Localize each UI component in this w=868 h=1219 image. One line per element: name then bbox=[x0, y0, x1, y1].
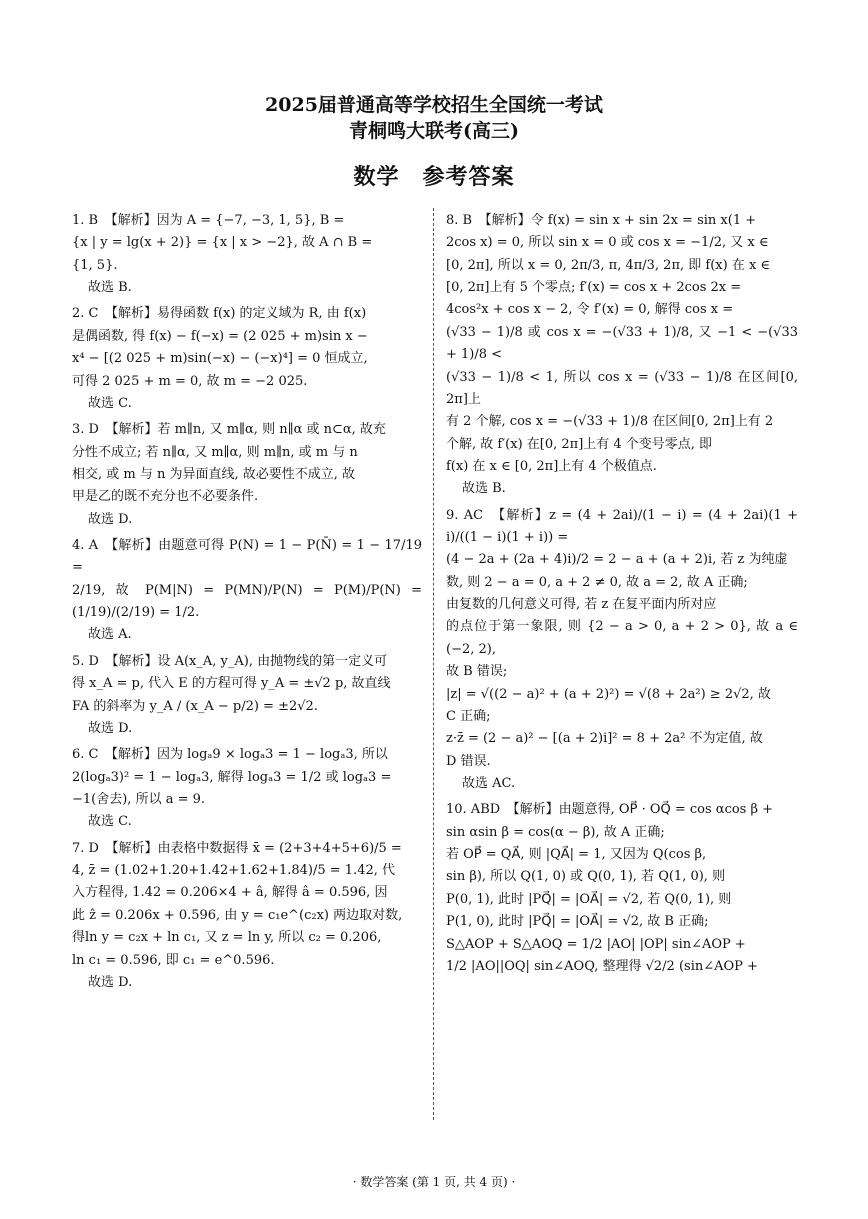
answer-line: 数, 则 2 − a = 0, a + 2 ≠ 0, 故 a = 2, 故 A 正确; bbox=[446, 574, 748, 590]
answer-line: 故 B 错误; bbox=[446, 664, 508, 680]
answer-line: C 正确; bbox=[446, 708, 491, 724]
answer-conclusion: 故选 C. bbox=[88, 814, 132, 830]
answer-line: 的点位于第一象限, 则 {2 − a > 0, a + 2 > 0}, 故 a ∈ (−2, 2), bbox=[446, 619, 803, 657]
answer-item bbox=[72, 651, 422, 740]
answer-line: 得 x_A = p, 代入 E 的方程可得 y_A = ±√2 p, 故直线 bbox=[72, 676, 391, 692]
answer-line: 2/19, 故 P(M|N) = P(MN)/P(N) = P(M)/P(N) = (1/19)/(2/19) = 1/2. bbox=[72, 582, 427, 621]
answer-item bbox=[72, 838, 422, 995]
answer-line: 4cos²x + cos x − 2, 令 f′(x) = 0, 解得 cos x = bbox=[446, 302, 734, 318]
page-footer: · 数学答案 (第 1 页, 共 4 页) · bbox=[352, 1175, 516, 1189]
answer-key-title: 数学 参考答案 bbox=[353, 164, 515, 190]
answer-line: ln c₁ = 0.596, 即 c₁ = e^0.596. bbox=[72, 952, 275, 968]
answer-line: 2. C 【解析】易得函数 f(x) 的定义域为 R, 由 f(x) bbox=[72, 306, 367, 322]
answer-line: 此 ẑ = 0.206x + 0.596, 由 y = c₁e^(c₂x) 两边取对数, bbox=[72, 907, 403, 923]
answer-line: 5. D 【解析】设 A(x_A, y_A), 由抛物线的第一定义可 bbox=[72, 653, 388, 669]
answer-line: x⁴ − [(2 025 + m)sin(−x) − (−x)⁴] = 0 恒成立, bbox=[72, 351, 368, 367]
answer-line: 是偶函数, 得 f(x) − f(−x) = (2 025 + m)sin x − bbox=[72, 328, 368, 344]
answer-line: [0, 2π], 所以 x = 0, 2π/3, π, 4π/3, 2π, 即 f(x) 在 x ∈ bbox=[446, 257, 771, 273]
answer-line: 入方程得, 1.42 = 0.206×4 + â, 解得 â = 0.596, 因 bbox=[72, 885, 388, 901]
answer-line: 10. ABD 【解析】由题意得, OP⃗ · OQ⃗ = cos αcos β + bbox=[446, 802, 774, 818]
answer-conclusion: 故选 A. bbox=[88, 627, 132, 643]
answer-line: 可得 2 025 + m = 0, 故 m = −2 025. bbox=[72, 373, 308, 389]
answer-line: 8. B 【解析】令 f(x) = sin x + sin 2x = sin x(1 + bbox=[446, 213, 757, 228]
answer-line: 6. C 【解析】因为 logₐ9 × logₐ3 = 1 − logₐ3, 所以 bbox=[72, 747, 388, 763]
answer-line: 得ln y = c₂x + ln c₁, 又 z = ln y, 所以 c₂ = 0.206, bbox=[72, 930, 382, 946]
answer-line: D 错误. bbox=[446, 753, 491, 769]
answer-line: |z| = √((2 − a)² + (a + 2)²) = √(8 + 2a²) ≥ 2√2, 故 bbox=[446, 686, 771, 702]
answer-conclusion: 故选 B. bbox=[88, 280, 132, 296]
answer-line: 若 OP⃗ = QA⃗, 则 |QA⃗| = 1, 又因为 Q(cos β, bbox=[446, 847, 707, 863]
answer-conclusion: 故选 AC. bbox=[462, 775, 516, 791]
answer-item bbox=[72, 535, 427, 647]
answer-item bbox=[72, 744, 422, 833]
answer-line: sin β), 所以 Q(1, 0) 或 Q(0, 1), 若 Q(1, 0), 则 bbox=[446, 869, 726, 885]
answer-line: −1(舍去), 所以 a = 9. bbox=[72, 791, 206, 807]
answer-line: 9. AC 【解析】z = (4 + 2ai)/(1 − i) = (4 + 2ai)(1 + i)/((1 − i)(1 + i)) = bbox=[446, 507, 803, 546]
answer-line: P(1, 0), 此时 |PQ⃗| = |OA⃗| = √2, 故 B 正确; bbox=[446, 914, 709, 930]
exam-title: 2025届普通高等学校招生全国统一考试 bbox=[265, 94, 603, 116]
answer-line: 2cos x) = 0, 所以 sin x = 0 或 cos x = −1/2, 又 x ∈ bbox=[446, 235, 769, 251]
answer-line: sin αsin β = cos(α − β), 故 A 正确; bbox=[446, 824, 665, 840]
answer-conclusion: 故选 B. bbox=[462, 481, 506, 497]
answer-line: {1, 5}. bbox=[72, 257, 118, 273]
answer-item bbox=[72, 210, 422, 299]
answer-conclusion: 故选 C. bbox=[88, 395, 132, 411]
answer-line: {x | y = lg(x + 2)} = {x | x > −2}, 故 A ∩ B = bbox=[72, 235, 373, 251]
answer-line: [0, 2π]上有 5 个零点; f′(x) = cos x + 2cos 2x = bbox=[446, 280, 742, 296]
answer-line: 个解, 故 f′(x) 在[0, 2π]上有 4 个变号零点, 即 bbox=[446, 436, 713, 452]
answer-line: 相交, 或 m 与 n 为异面直线, 故必要性不成立, 故 bbox=[72, 466, 356, 482]
answer-line: FA 的斜率为 y_A / (x_A − p/2) = ±2√2. bbox=[72, 698, 318, 714]
right-column bbox=[446, 210, 803, 982]
answer-line: 有 2 个解, cos x = −(√33 + 1)/8 在区间[0, 2π]上有 2 bbox=[446, 414, 774, 430]
left-column bbox=[72, 210, 427, 998]
answer-line: (√33 − 1)/8 < 1, 所以 cos x = (√33 − 1)/8 在区间[0, 2π]上 bbox=[446, 369, 803, 407]
exam-subtitle: 青桐鸣大联考(高三) bbox=[349, 120, 519, 142]
answer-line: 7. D 【解析】由表格中数据得 x̄ = (2+3+4+5+6)/5 = bbox=[72, 840, 402, 856]
answer-item bbox=[446, 505, 803, 796]
answer-line: 由复数的几何意义可得, 若 z 在复平面内所对应 bbox=[446, 597, 717, 613]
column-divider bbox=[433, 208, 434, 1120]
answer-line: P(0, 1), 此时 |PQ⃗| = |OA⃗| = √2, 若 Q(0, 1), 则 bbox=[446, 891, 732, 907]
answer-conclusion: 故选 D. bbox=[88, 974, 133, 990]
answer-line: (4 − 2a + (2a + 4)i)/2 = 2 − a + (a + 2)i, 若 z 为纯虚 bbox=[446, 552, 788, 568]
answer-line: 4, z̄ = (1.02+1.20+1.42+1.62+1.84)/5 = 1.42, 代 bbox=[72, 863, 396, 879]
answer-item bbox=[446, 210, 803, 501]
answer-line: 3. D 【解析】若 m∥n, 又 m∥α, 则 n∥α 或 n⊂α, 故充 bbox=[72, 422, 386, 438]
answer-line: S△AOP + S△AOQ = 1/2 |AO| |OP| sin∠AOP + bbox=[446, 936, 746, 952]
answer-line: 分性不成立; 若 n∥α, 又 m∥α, 则 m∥n, 或 m 与 n bbox=[72, 444, 358, 460]
answer-line: 2(logₐ3)² = 1 − logₐ3, 解得 logₐ3 = 1/2 或 logₐ3 = bbox=[72, 769, 392, 785]
answer-line: 1. B 【解析】因为 A = {−7, −3, 1, 5}, B = bbox=[72, 213, 345, 228]
answer-line: 甲是乙的既不充分也不必要条件. bbox=[72, 489, 259, 505]
answer-line: f(x) 在 x ∈ [0, 2π]上有 4 个极值点. bbox=[446, 458, 657, 474]
answer-line: z·z̄ = (2 − a)² − [(a + 2)i]² = 8 + 2a² 不为定值, 故 bbox=[446, 731, 763, 747]
answer-line: (√33 − 1)/8 或 cos x = −(√33 + 1)/8, 又 −1 < −(√33 + 1)/8 < bbox=[446, 324, 803, 363]
answer-item bbox=[446, 799, 798, 978]
answer-line: 1/2 |AO||OQ| sin∠AOQ, 整理得 √2/2 (sin∠AOP + bbox=[446, 958, 758, 974]
answer-item bbox=[72, 419, 422, 531]
answer-line: 4. A 【解析】由题意可得 P(N) = 1 − P(N̄) = 1 − 17/19 = bbox=[72, 538, 427, 576]
answer-conclusion: 故选 D. bbox=[88, 720, 133, 736]
answer-conclusion: 故选 D. bbox=[88, 511, 133, 527]
answer-item bbox=[72, 303, 422, 415]
